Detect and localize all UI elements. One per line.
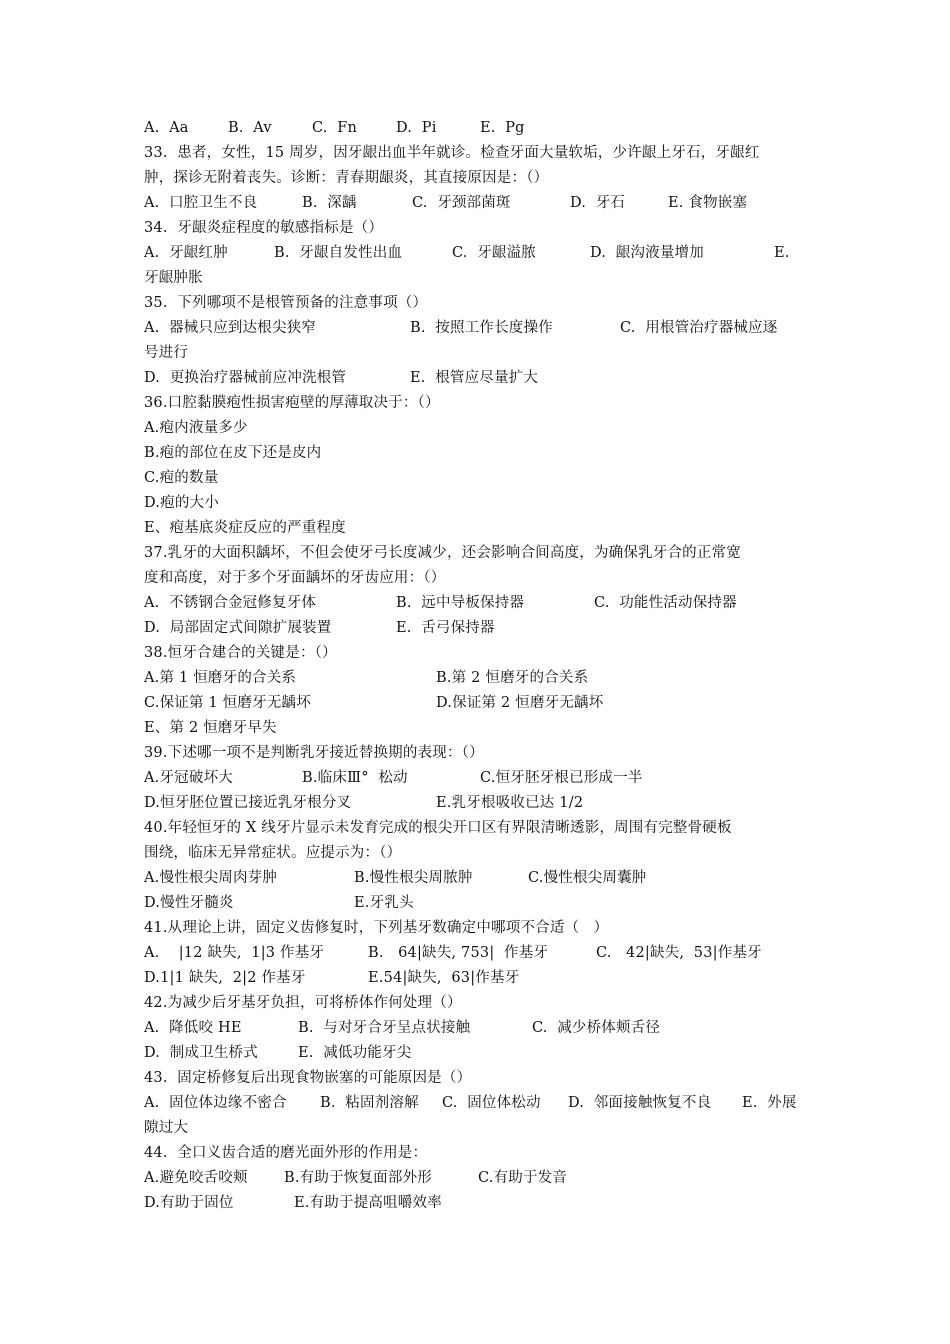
option-c: C. 用根管治疗器械应逐 — [620, 320, 778, 336]
option-b: B. 64|缺失, 753| 作基牙 — [368, 945, 549, 961]
question-36-stem — [144, 391, 810, 416]
option-c: C. 功能性活动保持器 — [594, 595, 737, 611]
option-a: A. Aa — [144, 120, 189, 136]
option-e: E. 根管应尽量扩大 — [410, 370, 539, 386]
option-a: A. 口腔卫生不良 — [144, 195, 258, 211]
option-c: C.恒牙胚牙根已形成一半 — [480, 770, 643, 786]
option-d: D. 牙石 — [570, 195, 626, 211]
option-d: D.恒牙胚位置已接近乳牙根分叉 — [144, 795, 352, 811]
question-37-stem — [144, 541, 810, 566]
question-text: 度和高度，对于多个牙面龋坏的牙齿应用：（） — [144, 570, 446, 586]
question-44-options-2 — [144, 1191, 810, 1216]
question-40-options-2 — [144, 891, 810, 916]
option-e: E.乳牙根吸收已达 1/2 — [436, 795, 584, 811]
question-40-stem-cont — [144, 841, 810, 866]
question-38-options-3 — [144, 716, 810, 741]
question-38-options-2 — [144, 691, 810, 716]
question-39-options-2 — [144, 791, 810, 816]
option-a: A.疱内液量多少 — [144, 420, 248, 436]
option-a: A.慢性根尖周肉芽肿 — [144, 870, 278, 886]
question-text: 38.恒牙合建合的关键是：（） — [144, 645, 337, 661]
option-b: B. Av — [228, 120, 272, 136]
question-text: 42.为减少后牙基牙负担，可将桥体作何处理（） — [144, 995, 462, 1011]
option-e: E. 减低功能牙尖 — [298, 1045, 412, 1061]
option-b: B.有助于恢复面部外形 — [284, 1170, 432, 1186]
question-35-stem — [144, 291, 810, 316]
option-e: E.54|缺失, 63|作基牙 — [368, 970, 520, 986]
option-b: B.第 2 恒磨牙的合关系 — [436, 670, 589, 686]
question-text: 34. 牙龈炎症程度的敏感指标是（） — [144, 220, 384, 236]
option-e: E. Pg — [480, 120, 525, 136]
option-c: C. 牙颈部菌斑 — [412, 195, 511, 211]
question-text-body — [144, 116, 810, 1216]
option-d: D. 更换治疗器械前应冲洗根管 — [144, 370, 347, 386]
option-a: A.第 1 恒磨牙的合关系 — [144, 670, 297, 686]
option-b: B. 远中导板保持器 — [396, 595, 525, 611]
question-40-options — [144, 866, 810, 891]
option-c: C. 减少桥体颊舌径 — [532, 1020, 661, 1036]
question-text: 围绕，临床无异常症状。应提示为：（） — [144, 845, 402, 861]
question-38-options — [144, 666, 810, 691]
option-d: D. 龈沟液量增加 — [590, 245, 704, 261]
option-c: C. 42|缺失, 53|作基牙 — [596, 945, 762, 961]
option-d: D. 局部固定式间隙扩展装置 — [144, 620, 332, 636]
question-35-options-cont — [144, 341, 810, 366]
question-35-options — [144, 316, 810, 341]
question-text: 37.乳牙的大面积龋坏，不但会使牙弓长度减少，还会影响合间高度，为确保乳牙合的正常宽 — [144, 545, 741, 561]
option-c: C.保证第 1 恒磨牙无龋坏 — [144, 695, 311, 711]
option-b: B. 与对牙合牙呈点状接触 — [298, 1020, 471, 1036]
option-b: B. 按照工作长度操作 — [410, 320, 553, 336]
question-43-options-cont — [144, 1116, 810, 1141]
question-37-stem-cont — [144, 566, 810, 591]
option-a: A. 不锈钢合金冠修复牙体 — [144, 595, 317, 611]
question-41-stem — [144, 916, 810, 941]
option-a: A. 固位体边缘不密合 — [144, 1095, 287, 1111]
question-42-options-2 — [144, 1041, 810, 1066]
option-c: C. 牙龈溢脓 — [452, 245, 537, 261]
question-41-options-2 — [144, 966, 810, 991]
question-40-stem — [144, 816, 810, 841]
question-text: 41.从理论上讲，固定义齿修复时，下列基牙数确定中哪项不合适（ ） — [144, 920, 609, 936]
question-42-options — [144, 1016, 810, 1041]
question-36-option-a — [144, 416, 810, 441]
question-36-option-c — [144, 466, 810, 491]
option-e: E.牙乳头 — [354, 895, 414, 911]
option-e: E. 食物嵌塞 — [668, 195, 748, 211]
question-37-options — [144, 591, 810, 616]
option-e-text: 牙龈肿胀 — [144, 270, 203, 286]
question-36-option-b — [144, 441, 810, 466]
option-c-text: 号进行 — [144, 345, 189, 361]
option-e: E. — [774, 245, 790, 261]
question-34-stem — [144, 216, 810, 241]
option-d: D. Pi — [396, 120, 437, 136]
option-e: E. 外展 — [742, 1095, 797, 1111]
question-39-options — [144, 766, 810, 791]
question-44-stem — [144, 1141, 810, 1166]
option-d: D.保证第 2 恒磨牙无龋坏 — [436, 695, 604, 711]
option-b: B.疱的部位在皮下还是皮内 — [144, 445, 322, 461]
question-35-options-2 — [144, 366, 810, 391]
option-d: D.有助于固位 — [144, 1195, 234, 1211]
option-a: A. 器械只应到达根尖狭窄 — [144, 320, 317, 336]
option-e-text: 隙过大 — [144, 1120, 189, 1136]
question-39-stem — [144, 741, 810, 766]
question-text: 40.年轻恒牙的 X 线牙片显示未发育完成的根尖开口区有界限清晰透影，周围有完整骨硬板 — [144, 820, 732, 836]
question-42-stem — [144, 991, 810, 1016]
question-43-options — [144, 1091, 810, 1116]
option-a: A.避免咬舌咬颊 — [144, 1170, 248, 1186]
question-34-options-cont — [144, 266, 810, 291]
question-text: 肿，探诊无附着丧失。诊断：青春期龈炎，其直接原因是：（） — [144, 170, 549, 186]
option-b: B. 牙龈自发性出血 — [274, 245, 403, 261]
option-d: D.1|1 缺失, 2|2 作基牙 — [144, 970, 306, 986]
option-e: E.有助于提高咀嚼效率 — [294, 1195, 442, 1211]
option-a: A. 降低咬 HE — [144, 1020, 242, 1036]
option-c: C.疱的数量 — [144, 470, 219, 486]
option-d: D. 制成卫生桥式 — [144, 1045, 258, 1061]
option-a: A. 牙龈红肿 — [144, 245, 228, 261]
question-44-options — [144, 1166, 810, 1191]
question-text: 43. 固定桥修复后出现食物嵌塞的可能原因是（） — [144, 1070, 472, 1086]
option-c: C.有助于发音 — [478, 1170, 568, 1186]
option-d: D. 邻面接触恢复不良 — [568, 1095, 712, 1111]
question-33-stem — [144, 141, 810, 166]
question-33-stem-cont — [144, 166, 810, 191]
question-33-options — [144, 191, 810, 216]
option-e: E. 舌弓保持器 — [396, 620, 495, 636]
question-43-stem — [144, 1066, 810, 1091]
question-41-options — [144, 941, 810, 966]
question-38-stem — [144, 641, 810, 666]
question-37-options-2 — [144, 616, 810, 641]
question-text: 35. 下列哪项不是根管预备的注意事项（） — [144, 295, 428, 311]
option-e: E、疱基底炎症反应的严重程度 — [144, 520, 346, 536]
text-line — [144, 116, 810, 141]
question-text: 36.口腔黏膜疱性损害疱壁的厚薄取决于：（） — [144, 395, 440, 411]
option-c: C. Fn — [312, 120, 358, 136]
question-text: 44. 全口义齿合适的磨光面外形的作用是： — [144, 1145, 428, 1161]
option-a: A. |12 缺失, 1|3 作基牙 — [144, 945, 325, 961]
option-b: B. 深龋 — [302, 195, 357, 211]
option-d: D.慢性牙髓炎 — [144, 895, 234, 911]
option-c: C.慢性根尖周囊肿 — [528, 870, 647, 886]
question-36-option-e — [144, 516, 810, 541]
option-e: E、第 2 恒磨牙早失 — [144, 720, 277, 736]
option-d: D.疱的大小 — [144, 495, 219, 511]
question-36-option-d — [144, 491, 810, 516]
question-34-options — [144, 241, 810, 266]
option-b: B.临床Ⅲ° 松动 — [302, 770, 408, 786]
option-c: C. 固位体松动 — [442, 1095, 541, 1111]
option-b: B.慢性根尖周脓肿 — [354, 870, 473, 886]
question-text: 33. 患者，女性，15 周岁，因牙龈出血半年就诊。检查牙面大量软垢，少许龈上牙石，牙龈红 — [144, 145, 760, 161]
question-text: 39.下述哪一项不是判断乳牙接近替换期的表现：（） — [144, 745, 484, 761]
option-a: A.牙冠破坏大 — [144, 770, 233, 786]
option-b: B. 粘固剂溶解 — [320, 1095, 419, 1111]
